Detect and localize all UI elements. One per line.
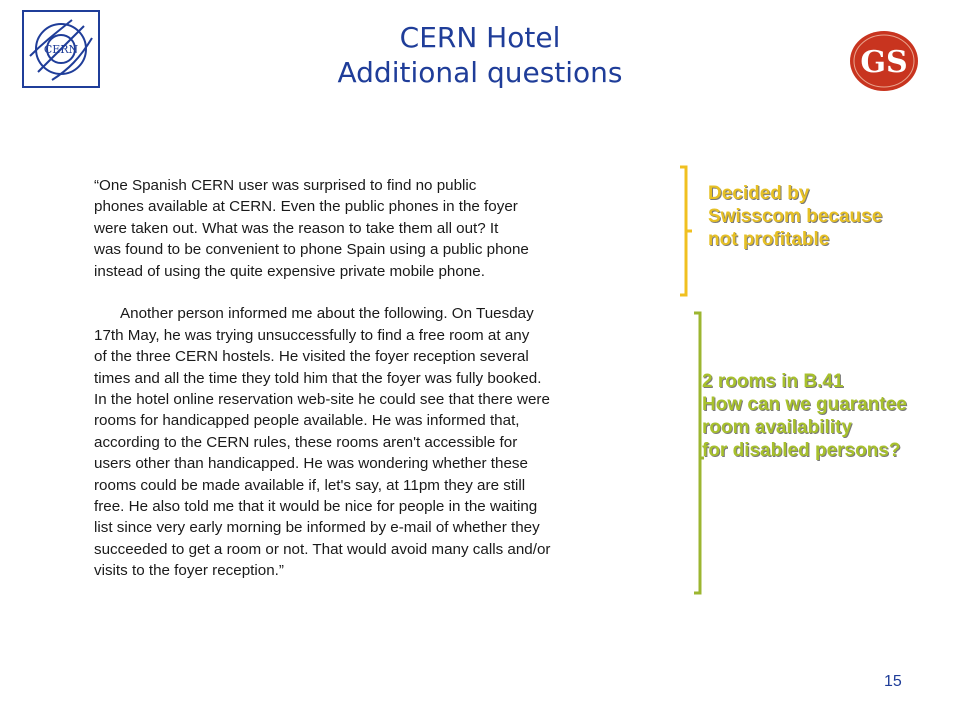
gs-logo <box>849 30 919 92</box>
quote-line: instead of using the quite expensive private mobile phone. <box>94 262 485 280</box>
answer-line: Swisscom because <box>708 206 883 227</box>
quote-line: “One Spanish CERN user was surprised to find no public <box>94 177 477 194</box>
quote-line: times and all the time they told him that the foyer was fully booked. <box>94 369 542 387</box>
answer-line: Decided by <box>708 183 810 204</box>
cern-logo <box>22 10 100 88</box>
quote-line: were taken out. What was the reason to take them all out? It <box>94 219 499 237</box>
answer-line: How can we guarantee <box>702 394 907 415</box>
paragraph-gap <box>94 282 684 303</box>
quote-line: succeeded to get a room or not. That would avoid many calls and/or <box>94 540 551 558</box>
page-number: 15 <box>884 673 902 690</box>
answer-line: for disabled persons? <box>702 440 901 461</box>
svg-text:CERN: CERN <box>43 43 79 56</box>
quote-line: phones available at CERN. Even the public phones in the foyer <box>94 198 518 216</box>
quote-line: rooms could be made available if, let's say, at 11pm they are still <box>94 476 526 494</box>
title-line-2: Additional questions <box>337 56 623 89</box>
quote-line: In the hotel online reservation web-site he could see that there were <box>94 391 550 409</box>
svg-text:GS: GS <box>860 45 908 80</box>
answer-line: room availability <box>702 417 852 438</box>
quote-block <box>94 175 684 582</box>
quote-line: according to the CERN rules, these rooms aren't accessible for <box>94 433 518 451</box>
answer-phones <box>708 182 882 251</box>
title-line-1: CERN Hotel <box>399 21 561 54</box>
quote-line: rooms for handicapped people available. He was informed that, <box>94 412 520 430</box>
answer-line: not profitable <box>708 229 830 250</box>
page-title <box>230 20 730 90</box>
quote-line: Another person informed me about the following. On Tuesday <box>120 305 534 323</box>
quote-line: users other than handicapped. He was wondering whether these <box>94 455 528 473</box>
quote-line: of the three CERN hostels. He visited the foyer reception several <box>94 348 529 366</box>
answer-line: 2 rooms in B.41 <box>702 371 844 392</box>
quote-line: was found to be convenient to phone Spain using a public phone <box>94 241 529 259</box>
answer-rooms <box>702 370 907 462</box>
quote-line: 17th May, he was trying unsuccessfully to find a free room at any <box>94 326 530 344</box>
quote-line: visits to the foyer reception.” <box>94 562 284 580</box>
quote-line: free. He also told me that it would be nice for people in the waiting <box>94 498 538 516</box>
first-bracket <box>678 164 694 300</box>
quote-line: list since very early morning be informed by e-mail of whether they <box>94 519 540 537</box>
